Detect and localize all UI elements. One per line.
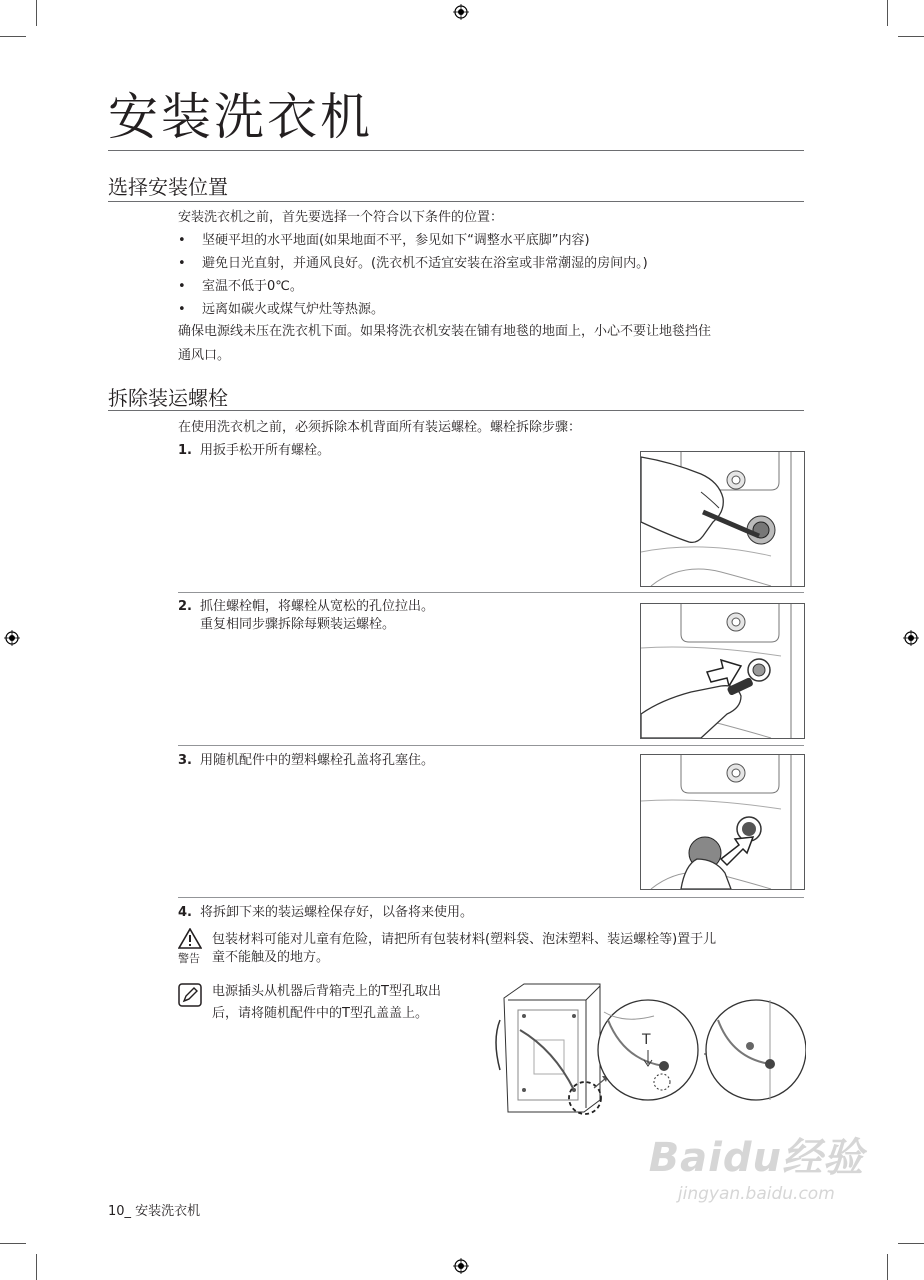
registration-mark-top [453, 4, 469, 20]
step-3: 3. 用随机配件中的塑料螺栓孔盖将孔塞住。 [178, 753, 435, 768]
bullet-icon: • [178, 233, 186, 248]
section-divider [108, 201, 804, 202]
section-heading-bolts: 拆除装运螺栓 [108, 386, 228, 410]
step-2: 2. 抓住螺栓帽，将螺栓从宽松的孔位拉出。 [178, 599, 435, 614]
page-title: 安装洗衣机 [108, 88, 373, 146]
crop-mark [0, 36, 26, 37]
section-heading-location: 选择安装位置 [108, 175, 228, 199]
step-2-line2: 重复相同步骤拆除每颗装运螺栓。 [200, 617, 396, 632]
list-item: • 远离如碳火或煤气炉灶等热源。 [178, 298, 384, 321]
step-divider [178, 745, 804, 746]
page-footer: 10_ 安装洗衣机 [108, 1204, 201, 1219]
crop-mark [898, 36, 924, 37]
watermark-url: jingyan.baidu.com [677, 1184, 835, 1204]
svg-text:T: T [642, 1032, 651, 1048]
registration-mark-bottom [453, 1258, 469, 1274]
crop-mark [0, 1243, 26, 1244]
list-item: • 避免日光直射，并通风良好。(洗衣机不适宜安装在浴室或非常潮湿的房间内。) [178, 252, 648, 275]
t-hole-cover-illustration [494, 980, 806, 1120]
step-4: 4. 将拆卸下来的装运螺栓保存好，以备将来使用。 [178, 905, 474, 920]
note-text-line2: 后，请将随机配件中的T型孔盖盖上。 [212, 1006, 428, 1021]
bullet-icon: • [178, 256, 186, 271]
note-text-line1: 电源插头从机器后背箱壳上的T型孔取出 [212, 984, 441, 999]
baidu-watermark [648, 1135, 864, 1204]
crop-mark [898, 1243, 924, 1244]
step-3-illustration [640, 754, 805, 890]
warning-label: 警告 [178, 952, 200, 965]
crop-mark [36, 0, 37, 26]
title-divider [108, 150, 804, 151]
step-1: 1. 用扳手松开所有螺栓。 [178, 443, 331, 458]
step-divider [178, 592, 804, 593]
registration-mark-right [903, 630, 919, 646]
crop-mark [36, 1254, 37, 1280]
note-pencil-icon [178, 983, 202, 1007]
registration-mark-left [4, 630, 20, 646]
section1-note-line2: 通风口。 [178, 348, 231, 363]
bullet-icon: • [178, 279, 186, 294]
warning-text-line1: 包装材料可能对儿童有危险，请把所有包装材料(塑料袋、泡沫塑料、装运螺栓等)置于儿 [212, 932, 717, 947]
step-1-illustration [640, 451, 805, 587]
bullet-icon: • [178, 302, 186, 317]
section-divider [108, 410, 804, 411]
step-divider [178, 897, 804, 898]
section1-intro: 安装洗衣机之前，首先要选择一个符合以下条件的位置： [178, 210, 504, 225]
crop-mark [887, 1254, 888, 1280]
watermark-logo: Baidu经验 [648, 1135, 864, 1181]
section1-note-line1: 确保电源线未压在洗衣机下面。如果将洗衣机安装在铺有地毯的地面上，小心不要让地毯挡住 [178, 324, 712, 339]
warning-text-line2: 童不能触及的地方。 [212, 950, 330, 965]
section2-intro: 在使用洗衣机之前，必须拆除本机背面所有装运螺栓。螺栓拆除步骤： [178, 420, 582, 435]
crop-mark [887, 0, 888, 26]
warning-triangle-icon [178, 928, 202, 949]
list-item: • 坚硬平坦的水平地面(如果地面不平，参见如下“调整水平底脚”内容) [178, 229, 590, 252]
list-item: • 室温不低于0℃。 [178, 275, 303, 298]
step-2-illustration [640, 603, 805, 739]
